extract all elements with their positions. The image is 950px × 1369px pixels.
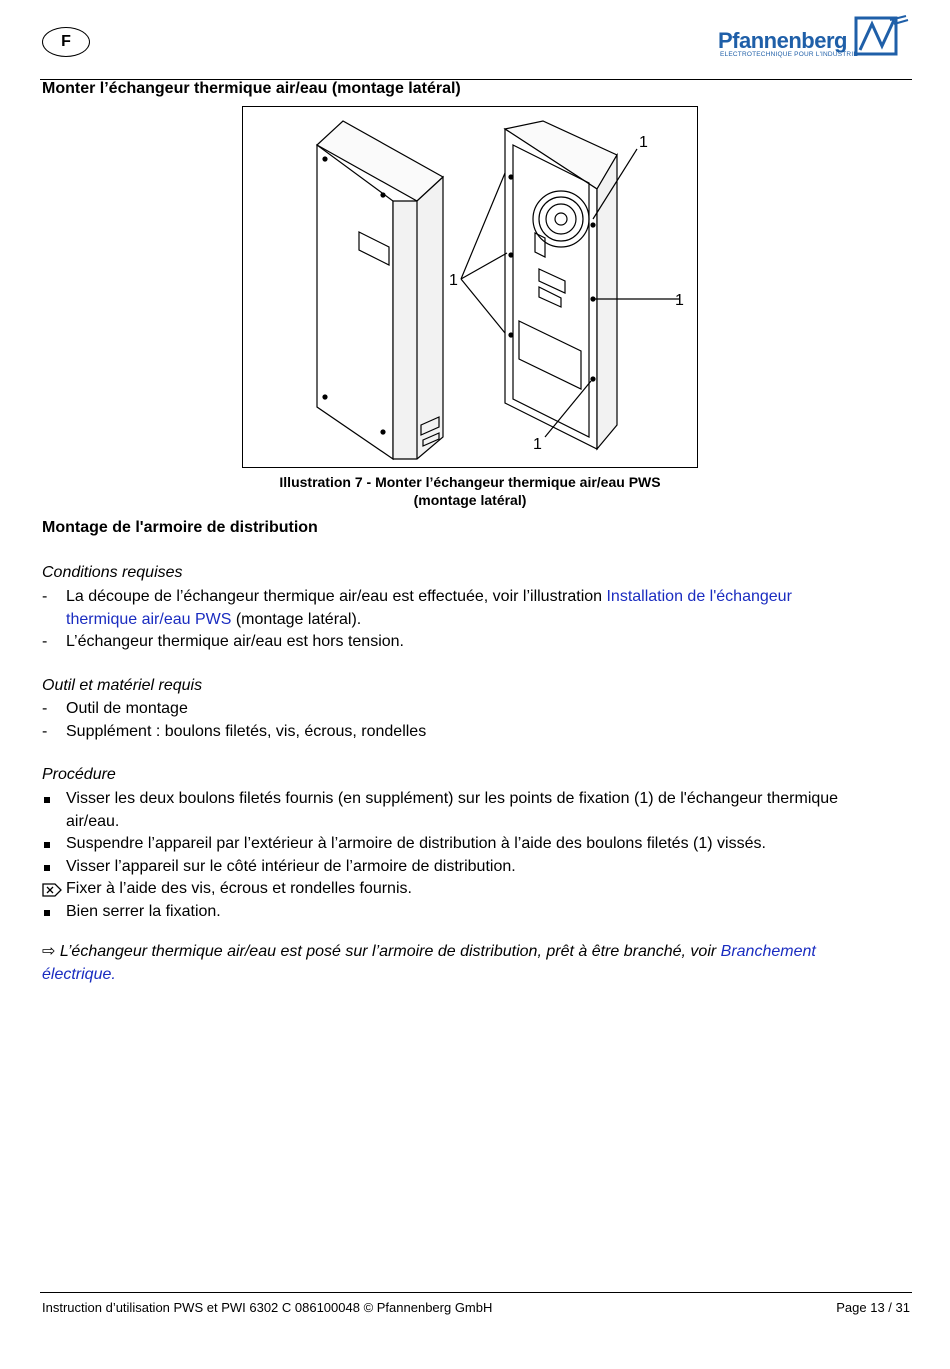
pfannenberg-logo [718,14,910,60]
square-bullet-icon [42,856,50,879]
result-text: L’échangeur thermique air/eau est posé sur l’armoire de distribution, prêt à être branché, voir [55,943,721,960]
dash-bullet: - [42,700,48,717]
caption-line: Illustration 7 - Monter l’échangeur thermique air/eau PWS [279,474,661,490]
step-text: air/eau. [66,812,120,830]
square-bullet-icon [42,788,50,811]
figure-caption [242,473,698,509]
procedure-step: Suspendre l’appareil par l’extérieur à l’armoire de distribution à l’aide des boulons filetés (1) vissés. [66,835,766,852]
page-number: Page 13 / 31 [836,1300,910,1315]
right-arrow-icon: ⇨ [42,943,56,960]
dash-bullet: - [42,723,48,740]
footer-text: Instruction d’utilisation PWS et PWI 6302 C 086100048 © Pfannenberg GmbH [42,1300,493,1315]
installation-link[interactable]: thermique air/eau PWS [66,610,232,628]
conditions-heading: Conditions requises [42,564,183,581]
procedure-step: Visser l’appareil sur le côté intérieur de l’armoire de distribution. [66,858,516,875]
procedure-step: Bien serrer la fixation. [66,903,221,920]
installation-link[interactable]: Installation de l'échangeur [606,588,792,605]
callout-label: 1 [533,436,542,453]
square-bullet-icon [42,833,50,856]
logo-tagline: ELECTROTECHNIQUE POUR L'INDUSTRIE [720,51,858,58]
procedure-step [66,788,906,833]
logo-name: Pfannenberg [718,28,847,53]
caption-line: (montage latéral) [413,492,527,508]
electrical-connection-link[interactable]: Branchement [720,943,816,960]
procedure-heading: Procédure [42,766,116,783]
electrical-connection-link[interactable]: électrique. [42,965,116,983]
illustration-frame [242,106,698,468]
result-line [42,941,902,986]
condition-text: (montage latéral). [231,610,362,628]
language-badge: F [42,27,90,57]
square-bullet-icon [42,901,50,924]
dash-bullet: - [42,588,48,605]
condition-text: La découpe de l’échangeur thermique air/eau est effectuée, voir l’illustration [66,588,607,605]
step-text: Visser les deux boulons filetés fournis (en supplément) sur les points de fixation (1) de l'échangeur thermique [66,790,839,807]
callout-label: 1 [675,292,684,309]
callout-label: 1 [639,134,648,151]
condition-item [66,586,906,631]
tool-item: Supplément : boulons filetés, vis, écrous, rondelles [66,723,427,740]
dash-bullet: - [42,633,48,650]
footer-rule [40,1292,912,1293]
logo-mark-icon [854,14,910,58]
callout-label: 1 [449,272,458,289]
tools-heading: Outil et matériel requis [42,677,203,694]
condition-item: L’échangeur thermique air/eau est hors tension. [66,633,404,650]
procedure-step: Fixer à l’aide des vis, écrous et rondelles fournis. [66,880,412,897]
tool-item: Outil de montage [66,700,188,717]
section-title: Monter l’échangeur thermique air/eau (montage latéral) [42,80,461,97]
heat-exchanger-illustration [243,107,697,467]
subsection-title: Montage de l'armoire de distribution [42,519,318,536]
